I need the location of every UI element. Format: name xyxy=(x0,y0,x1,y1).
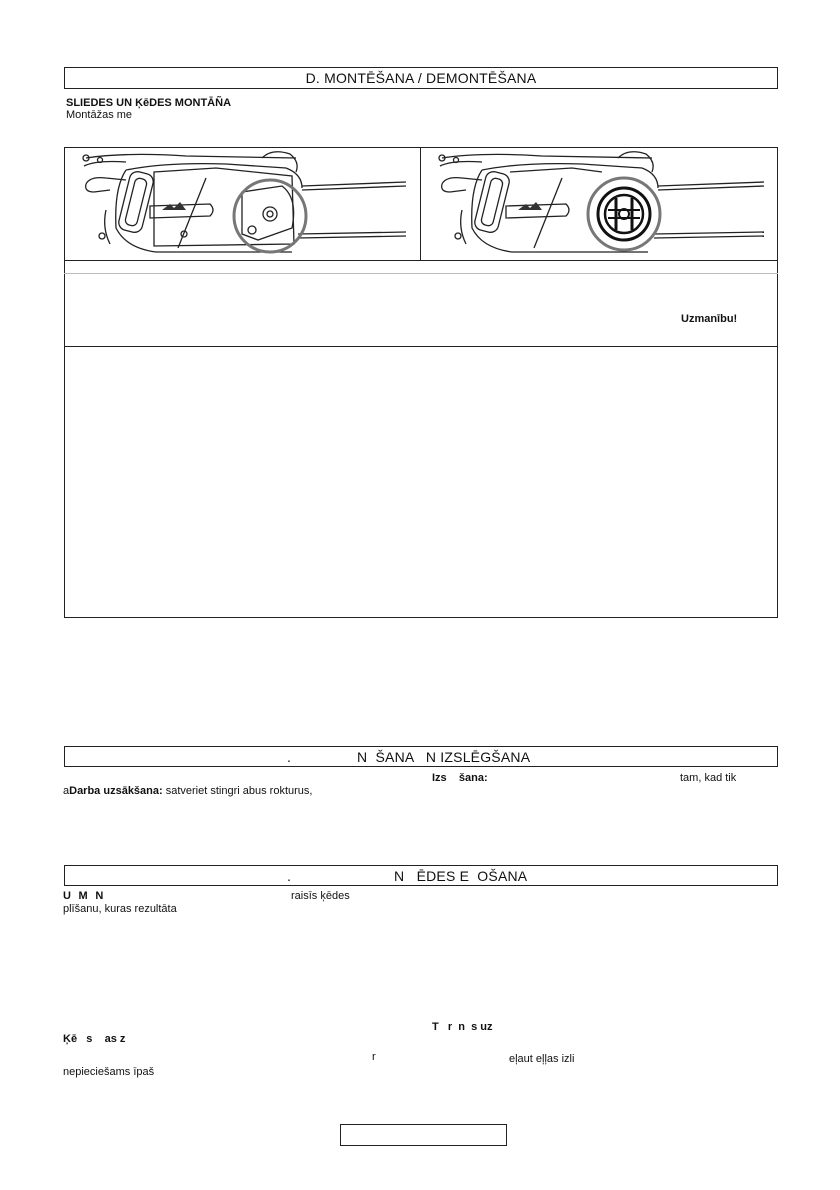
warning-label: U M N xyxy=(63,890,104,902)
section-f-header xyxy=(64,865,778,886)
section-d-header xyxy=(64,67,778,89)
section-d-subtitle: SLIEDES UN ĶēDES MONTĀÑA xyxy=(66,97,232,109)
section-f-title: N ĒDES E OŠANA xyxy=(394,868,528,884)
figure-divider-faint xyxy=(64,273,778,274)
stop-tail: tam, kad tik xyxy=(680,772,737,784)
start-paragraph xyxy=(63,772,312,798)
figure-divider-vertical xyxy=(420,147,421,260)
section-e-line2: a xyxy=(63,785,70,797)
caution-label: Uzmanību! xyxy=(681,313,738,325)
section-d-line1: Montāžas me xyxy=(66,109,133,121)
section-f-last-line: nepieciešams īpaš xyxy=(63,1066,155,1078)
oil-text: eļaut eļļas izli xyxy=(509,1053,575,1065)
chainsaw-cover-illustration xyxy=(66,148,418,260)
start-label: Darba uzsākšana: xyxy=(69,785,163,797)
r-text: r xyxy=(372,1051,376,1063)
section-f-title-dot: . xyxy=(287,868,292,884)
warning-text: raisīs ķēdes xyxy=(291,890,350,902)
section-e-title-dot: . xyxy=(287,749,292,765)
section-d-title: D. MONTĒŠANA / DEMONTĒŠANA xyxy=(305,70,537,86)
section-f-line2: plīšanu, kuras rezultāta xyxy=(63,903,177,915)
figure-divider-lower xyxy=(64,346,778,347)
mid-bold-text: T r n s uz xyxy=(432,1021,493,1033)
page-number-box xyxy=(340,1124,507,1146)
chainsaw-sprocket-illustration xyxy=(422,148,776,260)
start-text: satveriet stingri abus rokturus, xyxy=(162,785,313,797)
chain-bold-text: Ķē s as z xyxy=(63,1033,126,1045)
figure-divider-top xyxy=(64,260,778,261)
stop-label: Izs šana: xyxy=(432,772,488,784)
section-e-title: N ŠANA N IZSLĒGŠANA xyxy=(357,749,531,765)
section-e-header xyxy=(64,746,778,767)
